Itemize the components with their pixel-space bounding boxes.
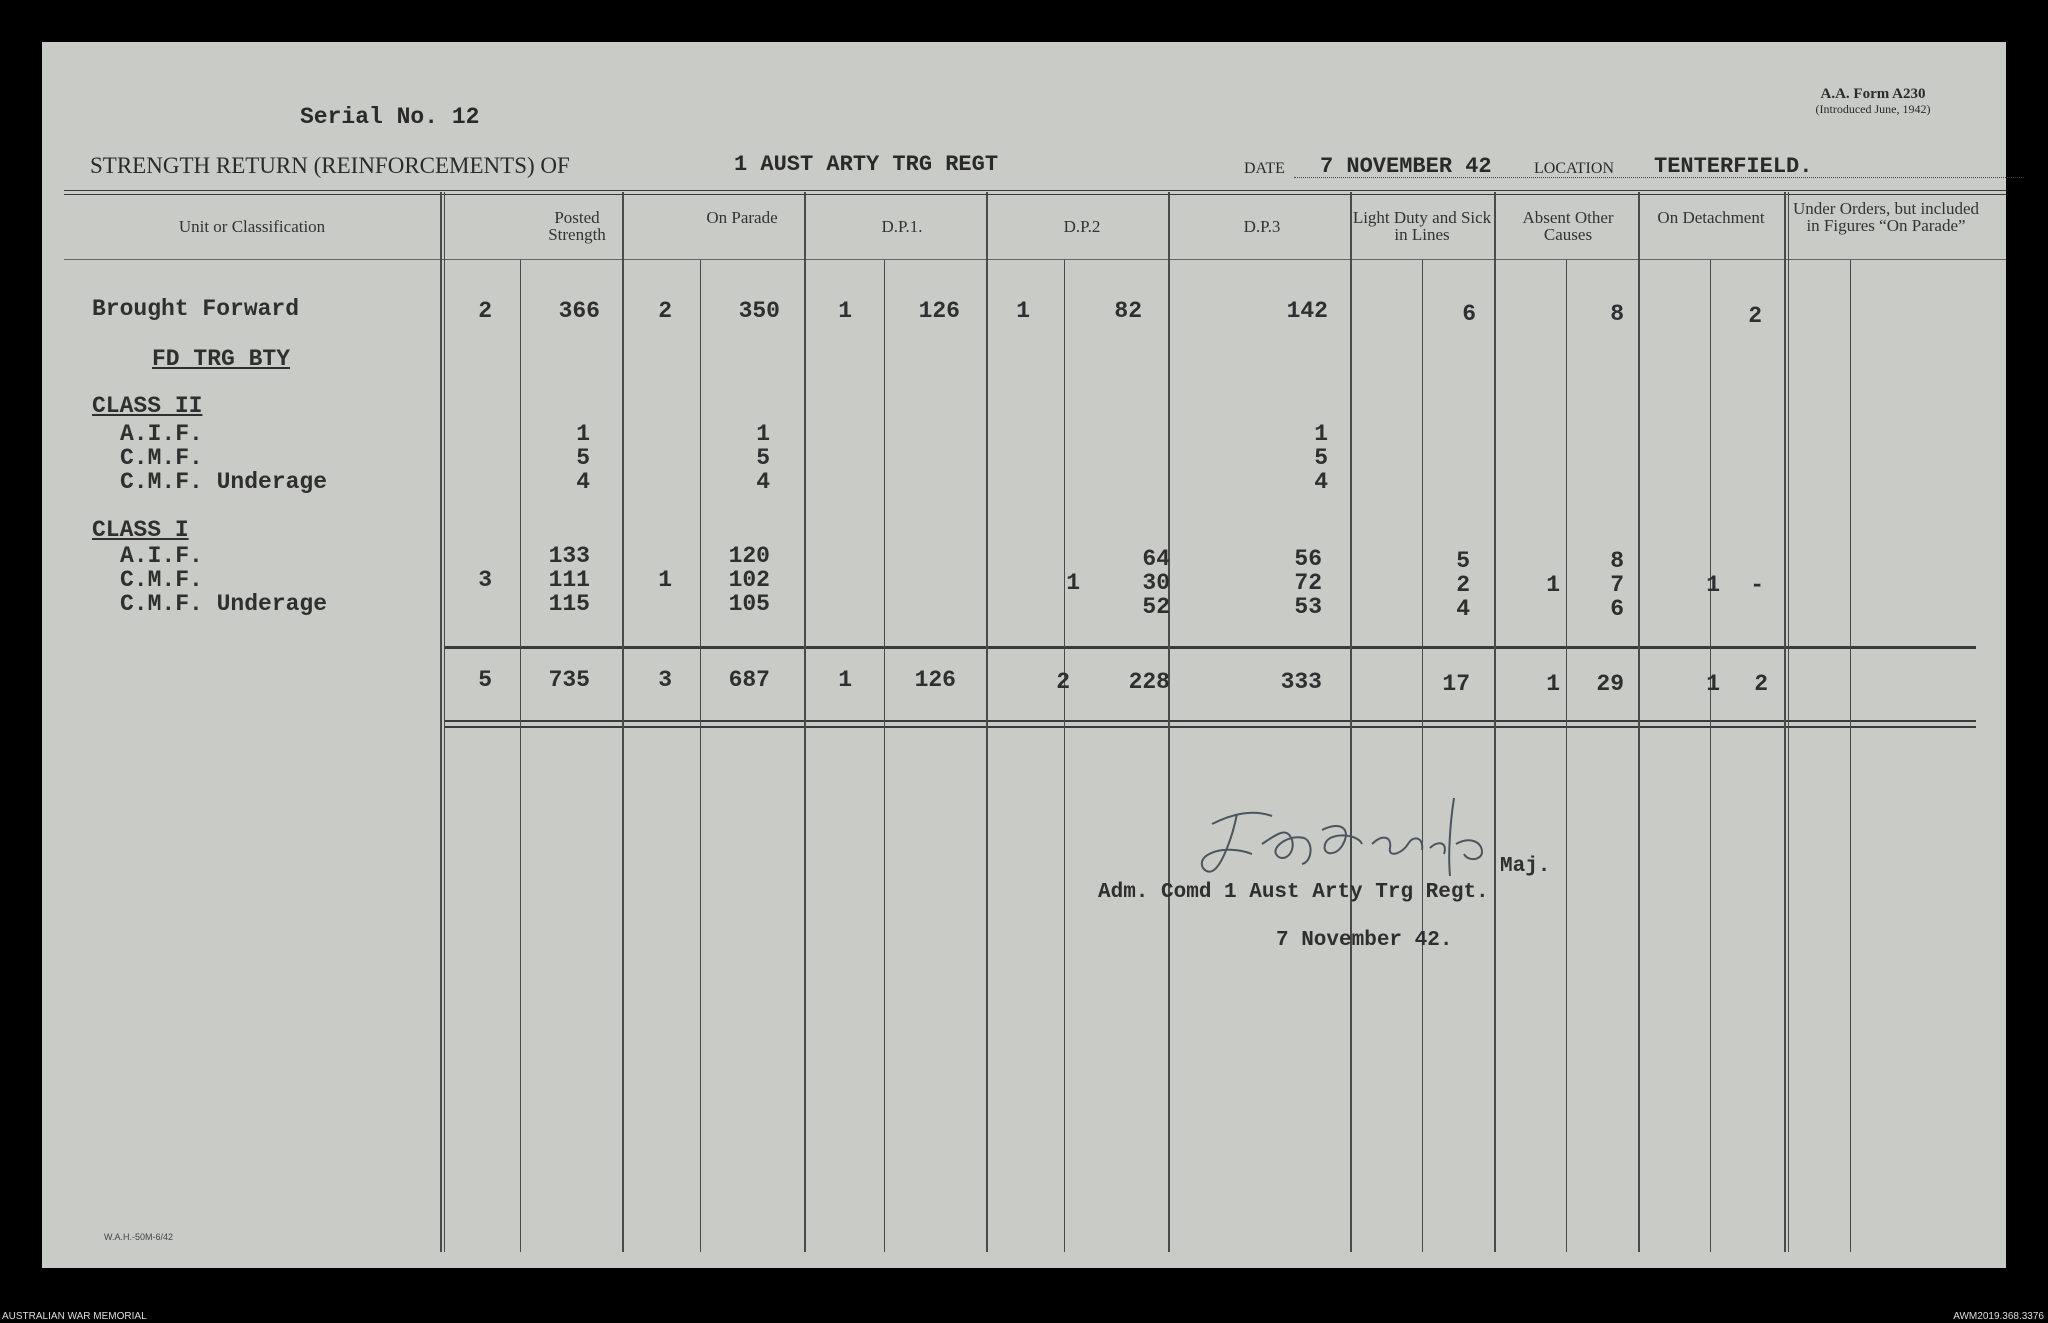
col-subrule [1850,260,1851,1252]
cell: 3 [478,567,492,593]
total-cell: 2 [1056,669,1070,695]
header-dp2: D.P.2 [1063,217,1101,236]
header-absent: Absent Other Causes [1522,208,1614,244]
cell: 30 [1142,570,1170,596]
table-top-rule-2 [64,194,2006,195]
header-dp1: D.P.1. [881,217,923,236]
col-subrule [1422,260,1423,1252]
serial-number: Serial No. 12 [300,104,480,130]
label-brought-forward: Brought Forward [92,296,300,322]
cell: 1 [1314,421,1328,447]
header-on-parade: On Parade [706,208,778,227]
col-subrule [1064,260,1065,1252]
col-rule [1168,192,1170,1252]
cell: 1 [1706,572,1720,598]
form-introduced: (Introduced June, 1942) [1815,102,1931,116]
caption-left: AUSTRALIAN WAR MEMORIAL [2,1311,147,1322]
cell: 4 [576,469,590,495]
cell: 5 [576,445,590,471]
table-top-rule [64,190,2006,191]
cell: 2 [1748,303,1762,329]
signatory-appointment: Adm. Comd 1 Aust Arty Trg Regt. [1098,881,1489,904]
cell: 56 [1294,546,1322,572]
total-cell: 228 [1128,669,1170,695]
col-subrule [884,260,885,1252]
total-cell: 5 [478,667,492,693]
col-rule [444,192,445,1252]
total-cell: 2 [1754,671,1768,697]
total-cell: 735 [548,667,590,693]
cell: 52 [1142,594,1170,620]
cell: 126 [918,298,960,324]
label-class-i: CLASS I [92,517,189,543]
total-cell: 687 [728,667,770,693]
cell: 2 [658,298,672,324]
col-rule [1638,192,1640,1252]
cell: - [1750,572,1764,598]
cell: 111 [548,567,590,593]
cell: 142 [1286,298,1328,324]
cell: 5 [1456,548,1470,574]
cell: 5 [1314,445,1328,471]
total-cell: 29 [1596,671,1624,697]
header-under-orders: Under Orders, but included in Figures “On Parade” [1792,199,1979,235]
cell: 6 [1610,596,1624,622]
header-bottom-rule [64,259,2006,260]
dotted-line [1294,177,2024,178]
cell: 5 [756,445,770,471]
total-cell: 1 [838,667,852,693]
form-number: A.A. Form A230 [1820,86,1926,102]
location-value: TENTERFIELD. [1654,154,1813,179]
cell: 53 [1294,594,1322,620]
cell: 115 [548,591,590,617]
cell: 133 [548,543,590,569]
cell: 72 [1294,570,1322,596]
label-c2-underage: C.M.F. Underage [120,469,328,495]
cell: 2 [1456,572,1470,598]
header-light-duty: Light Duty and Sick in Lines [1352,208,1492,244]
total-cell: 126 [914,667,956,693]
totals-bottom-rule [444,720,1976,722]
cell: 1 [1066,570,1080,596]
label-battery: FD TRG BTY [152,346,291,372]
cell: 1 [756,421,770,447]
col-rule [1788,192,1789,1252]
signature-date: 7 November 42. [1276,929,1453,952]
header-unit: Unit or Classification [178,217,326,236]
total-cell: 3 [658,667,672,693]
col-rule [1784,192,1786,1252]
total-cell: 1 [1546,671,1560,697]
col-rule [986,192,988,1252]
cell: 8 [1610,301,1624,327]
signatory-rank: Maj. [1500,855,1551,878]
col-rule [804,192,806,1252]
print-code: W.A.H.-50M-6/42 [104,1232,174,1242]
col-rule [1494,192,1496,1252]
header-dp3: D.P.3 [1243,217,1281,236]
label-c2-aif: A.I.F. [120,421,203,447]
label-c1-cmf: C.M.F. [120,567,203,593]
col-rule [1350,192,1352,1252]
cell: 4 [1314,469,1328,495]
cell: 1 [838,298,852,324]
header-posted-strength: Posted Strength [548,208,606,244]
cell: 366 [558,298,600,324]
cell: 1 [1546,572,1560,598]
col-rule [440,192,442,1252]
document-page [42,42,2006,1268]
cell: 1 [576,421,590,447]
col-subrule [1566,260,1567,1252]
cell: 8 [1610,548,1624,574]
col-subrule [700,260,701,1252]
cell: 2 [478,298,492,324]
cell: 4 [1456,596,1470,622]
total-cell: 17 [1442,671,1470,697]
cell: 102 [728,567,770,593]
label-c2-cmf: C.M.F. [120,445,203,471]
label-c1-aif: A.I.F. [120,543,203,569]
cell: 6 [1462,301,1476,327]
cell: 105 [728,591,770,617]
col-subrule [520,260,521,1252]
caption-right: AWM2019.368.3376 [1953,1311,2044,1322]
date-value: 7 NOVEMBER 42 [1320,154,1492,179]
total-cell: 333 [1280,669,1322,695]
label-c1-underage: C.M.F. Underage [120,591,328,617]
totals-bottom-rule-2 [444,726,1976,728]
header-on-detachment: On Detachment [1657,208,1765,227]
cell: 7 [1610,572,1624,598]
cell: 350 [738,298,780,324]
cell: 120 [728,543,770,569]
return-title: STRENGTH RETURN (REINFORCEMENTS) OF [90,153,570,178]
location-label: LOCATION [1534,160,1614,177]
cell: 1 [1016,298,1030,324]
totals-top-rule [444,646,1976,649]
cell: 1 [658,567,672,593]
cell: 82 [1114,298,1142,324]
cell: 4 [756,469,770,495]
cell: 64 [1142,546,1170,572]
col-subrule [1710,260,1711,1252]
unit-name: 1 AUST ARTY TRG REGT [734,152,999,177]
col-rule [622,192,624,1252]
date-label: DATE [1244,160,1285,177]
total-cell: 1 [1706,671,1720,697]
label-class-ii: CLASS II [92,393,203,419]
